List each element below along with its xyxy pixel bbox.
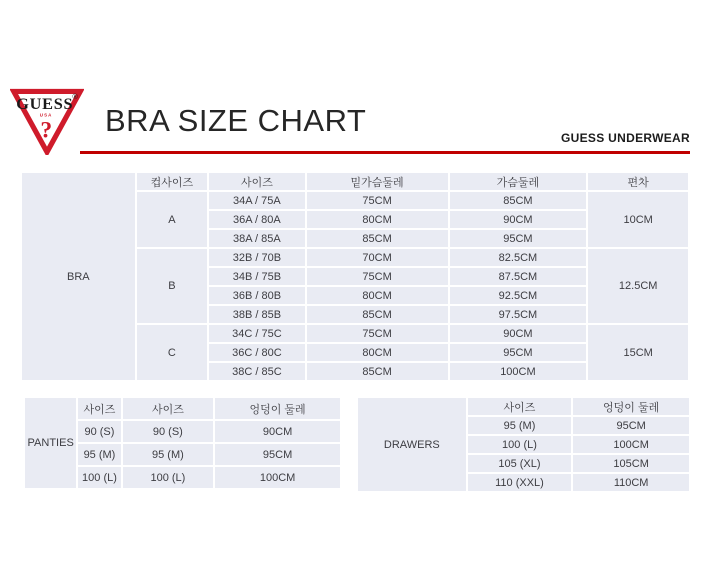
size-cell: 38A / 85A	[209, 230, 305, 247]
bust-cell: 92.5CM	[450, 287, 587, 304]
bust-cell: 90CM	[450, 211, 587, 228]
size-cell: 100 (L)	[123, 467, 214, 488]
guess-logo-icon	[10, 87, 84, 155]
underbust-cell: 85CM	[307, 363, 448, 380]
hip-cell: 95CM	[573, 417, 689, 434]
bust-cell: 87.5CM	[450, 268, 587, 285]
logo-question-mark: ?	[40, 117, 53, 144]
size-cell: 105 (XL)	[468, 455, 572, 472]
bust-cell: 82.5CM	[450, 249, 587, 266]
bust-cell: 90CM	[450, 325, 587, 342]
page-title: BRA SIZE CHART	[105, 103, 367, 138]
col-header-size: 사이즈	[468, 398, 572, 415]
underbust-cell: 80CM	[307, 287, 448, 304]
underbust-cell: 80CM	[307, 344, 448, 361]
underbust-cell: 75CM	[307, 192, 448, 209]
deviation-cell-b: 12.5CM	[588, 249, 688, 323]
logo-brand-text: GUESS	[16, 95, 74, 114]
col-header-bust: 가슴둘레	[450, 173, 587, 190]
size-cell: 36A / 80A	[209, 211, 305, 228]
underbust-cell: 85CM	[307, 230, 448, 247]
hip-cell: 95CM	[215, 444, 340, 465]
size-cell: 34C / 75C	[209, 325, 305, 342]
col-header-size: 사이즈	[123, 398, 214, 419]
underbust-cell: 75CM	[307, 325, 448, 342]
hip-cell: 100CM	[215, 467, 340, 488]
col-header-cup-size: 컵사이즈	[137, 173, 207, 190]
hip-cell: 100CM	[573, 436, 689, 453]
size-cell: 90 (S)	[78, 421, 120, 442]
bra-size-table	[20, 171, 690, 382]
deviation-cell-a: 10CM	[588, 192, 688, 247]
size-cell: 36C / 80C	[209, 344, 305, 361]
col-header-size: 사이즈	[78, 398, 120, 419]
col-header-hip: 엉덩이 둘레	[215, 398, 340, 419]
drawers-size-table	[356, 396, 691, 493]
size-cell: 38B / 85B	[209, 306, 305, 323]
drawers-row-label: DRAWERS	[358, 398, 466, 491]
underbust-cell: 80CM	[307, 211, 448, 228]
underbust-cell: 85CM	[307, 306, 448, 323]
cup-label-b: B	[137, 249, 207, 323]
panties-header-row	[25, 398, 340, 419]
logo-registered-mark: ®	[72, 91, 78, 101]
cup-label-a: A	[137, 192, 207, 247]
size-cell: 100 (L)	[468, 436, 572, 453]
hip-cell: 105CM	[573, 455, 689, 472]
size-cell: 95 (M)	[123, 444, 214, 465]
logo-usa-text: U S A	[39, 112, 52, 118]
col-header-hip: 엉덩이 둘레	[573, 398, 689, 415]
deviation-cell-c: 15CM	[588, 325, 688, 380]
size-cell: 110 (XXL)	[468, 474, 572, 491]
size-cell: 38C / 85C	[209, 363, 305, 380]
bust-cell: 97.5CM	[450, 306, 587, 323]
hip-cell: 110CM	[573, 474, 689, 491]
size-cell: 95 (M)	[78, 444, 120, 465]
size-cell: 32B / 70B	[209, 249, 305, 266]
size-cell: 95 (M)	[468, 417, 572, 434]
brand-subtitle: GUESS UNDERWEAR	[561, 131, 690, 145]
underbust-cell: 70CM	[307, 249, 448, 266]
col-header-underbust: 밑가슴둘레	[307, 173, 448, 190]
underbust-cell: 75CM	[307, 268, 448, 285]
bust-cell: 100CM	[450, 363, 587, 380]
size-cell: 34B / 75B	[209, 268, 305, 285]
size-cell: 90 (S)	[123, 421, 214, 442]
panties-row-label: PANTIES	[25, 398, 76, 488]
col-header-size: 사이즈	[209, 173, 305, 190]
drawers-header-row	[358, 398, 689, 415]
bust-cell: 85CM	[450, 192, 587, 209]
bust-cell: 95CM	[450, 230, 587, 247]
size-cell: 36B / 80B	[209, 287, 305, 304]
bust-cell: 95CM	[450, 344, 587, 361]
cup-label-c: C	[137, 325, 207, 380]
bra-header-row	[22, 173, 688, 190]
bra-row-label: BRA	[22, 173, 135, 380]
size-cell: 100 (L)	[78, 467, 120, 488]
panties-size-table	[23, 396, 342, 490]
size-cell: 34A / 75A	[209, 192, 305, 209]
hip-cell: 90CM	[215, 421, 340, 442]
col-header-deviation: 편차	[588, 173, 688, 190]
title-underline-rule	[80, 151, 690, 154]
